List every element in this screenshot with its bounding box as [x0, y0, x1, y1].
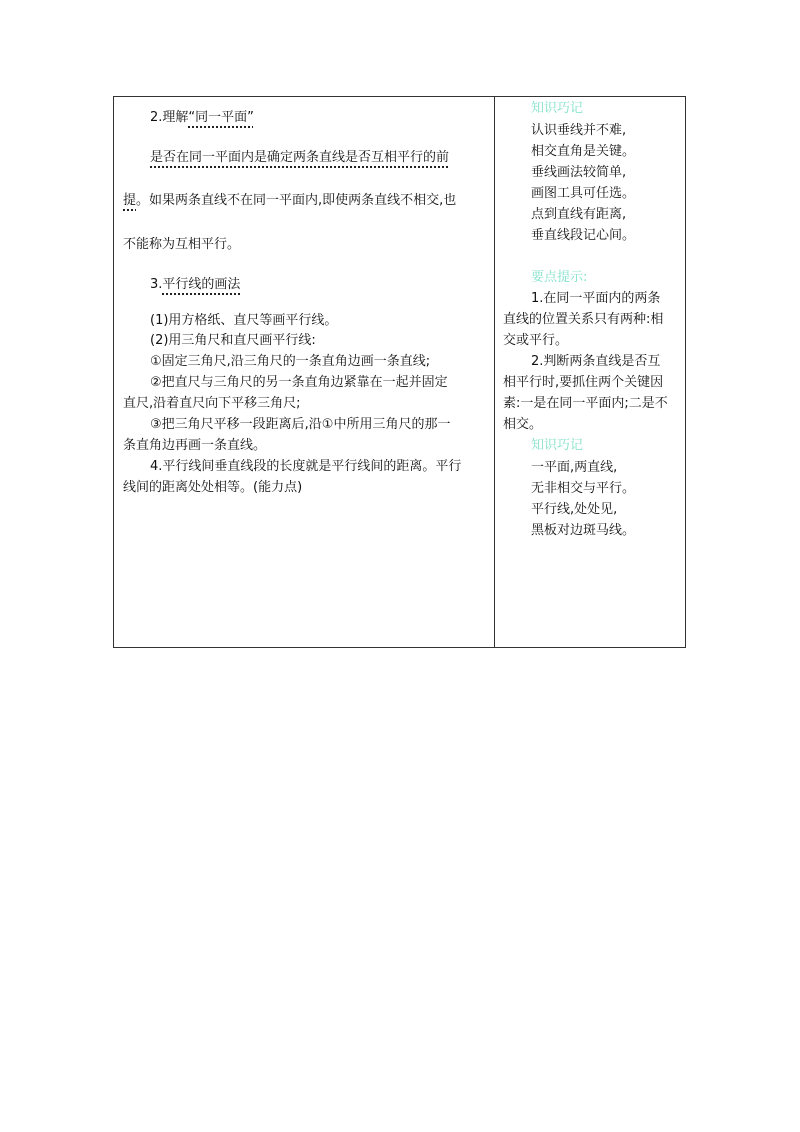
tip-1-line: 垂线画法较简单,: [531, 165, 627, 180]
tip-1-line: 点到直线有距离,: [531, 207, 627, 222]
tip-2-line: 平行线,处处见,: [531, 502, 618, 517]
section-2-para-line2: [123, 191, 456, 211]
key-2-line3: 素:一是在同一平面内;二是不: [503, 396, 668, 411]
method-1: (1)用方格纸、直尺等画平行线。: [150, 313, 338, 328]
step-3-line2: 条直角边再画一条直线。: [123, 438, 267, 453]
main-column: [114, 97, 494, 647]
step-2-line1: ②把直尺与三角尺的另一条直角边紧靠在一起并固定: [150, 375, 448, 390]
key-1-line2: 直线的位置关系只有两种:相: [503, 312, 664, 327]
tip-1-line: 垂直线段记心间。: [531, 228, 636, 243]
key-2-line4: 相交。: [503, 417, 543, 432]
section-2-para-line2-rest: 。如果两条直线不在同一平面内,即使两条直线不相交,也: [136, 193, 457, 208]
tip-2-line: 一平面,两直线,: [531, 460, 618, 475]
key-points-title: 要点提示:: [531, 270, 588, 285]
tip-1-line: 认识垂线并不难,: [531, 123, 627, 138]
section-2-para-line2-emph: 提: [123, 193, 137, 208]
content-table: [113, 96, 686, 648]
tip-1-line: 相交直角是关键。: [531, 144, 636, 159]
tip-1-line: 画图工具可任选。: [531, 186, 636, 201]
section-2-term: “同一平面”: [188, 110, 254, 125]
section-2-number: 2.理解: [150, 110, 189, 125]
key-2-line1: 2.判断两条直线是否互: [531, 354, 661, 369]
key-1-line1: 1.在同一平面内的两条: [531, 291, 661, 306]
section-4-line2: 线间的距离处处相等。(能力点): [123, 480, 303, 495]
side-column: [495, 97, 685, 647]
tip-2-line: 黑板对边斑马线。: [531, 523, 636, 538]
section-3-title: 平行线的画法: [162, 277, 241, 292]
method-2: (2)用三角尺和直尺画平行线:: [150, 333, 316, 348]
tip-2-line: 无非相交与平行。: [531, 481, 636, 496]
key-1-line3: 交或平行。: [503, 333, 569, 348]
key-2-line2: 相平行时,要抓住两个关键因: [503, 375, 664, 390]
step-1: ①固定三角尺,沿三角尺的一条直角边画一条直线;: [150, 354, 431, 369]
section-2-heading: [150, 108, 254, 128]
section-3-number: 3.: [150, 277, 163, 292]
tip-1-title: 知识巧记: [531, 101, 584, 116]
section-3-heading: [150, 275, 240, 295]
tip-2-title: 知识巧记: [531, 438, 584, 453]
section-2-para-line3: 不能称为互相平行。: [123, 237, 241, 252]
step-2-line2: 直尺,沿着直尺向下平移三角尺;: [123, 396, 301, 411]
section-2-para-line1: 是否在同一平面内是确定两条直线是否互相平行的前: [150, 150, 450, 165]
step-3-line1: ③把三角尺平移一段距离后,沿①中所用三角尺的那一: [150, 417, 451, 432]
section-4-line1: 4.平行线间垂直线段的长度就是平行线间的距离。平行: [150, 459, 462, 474]
